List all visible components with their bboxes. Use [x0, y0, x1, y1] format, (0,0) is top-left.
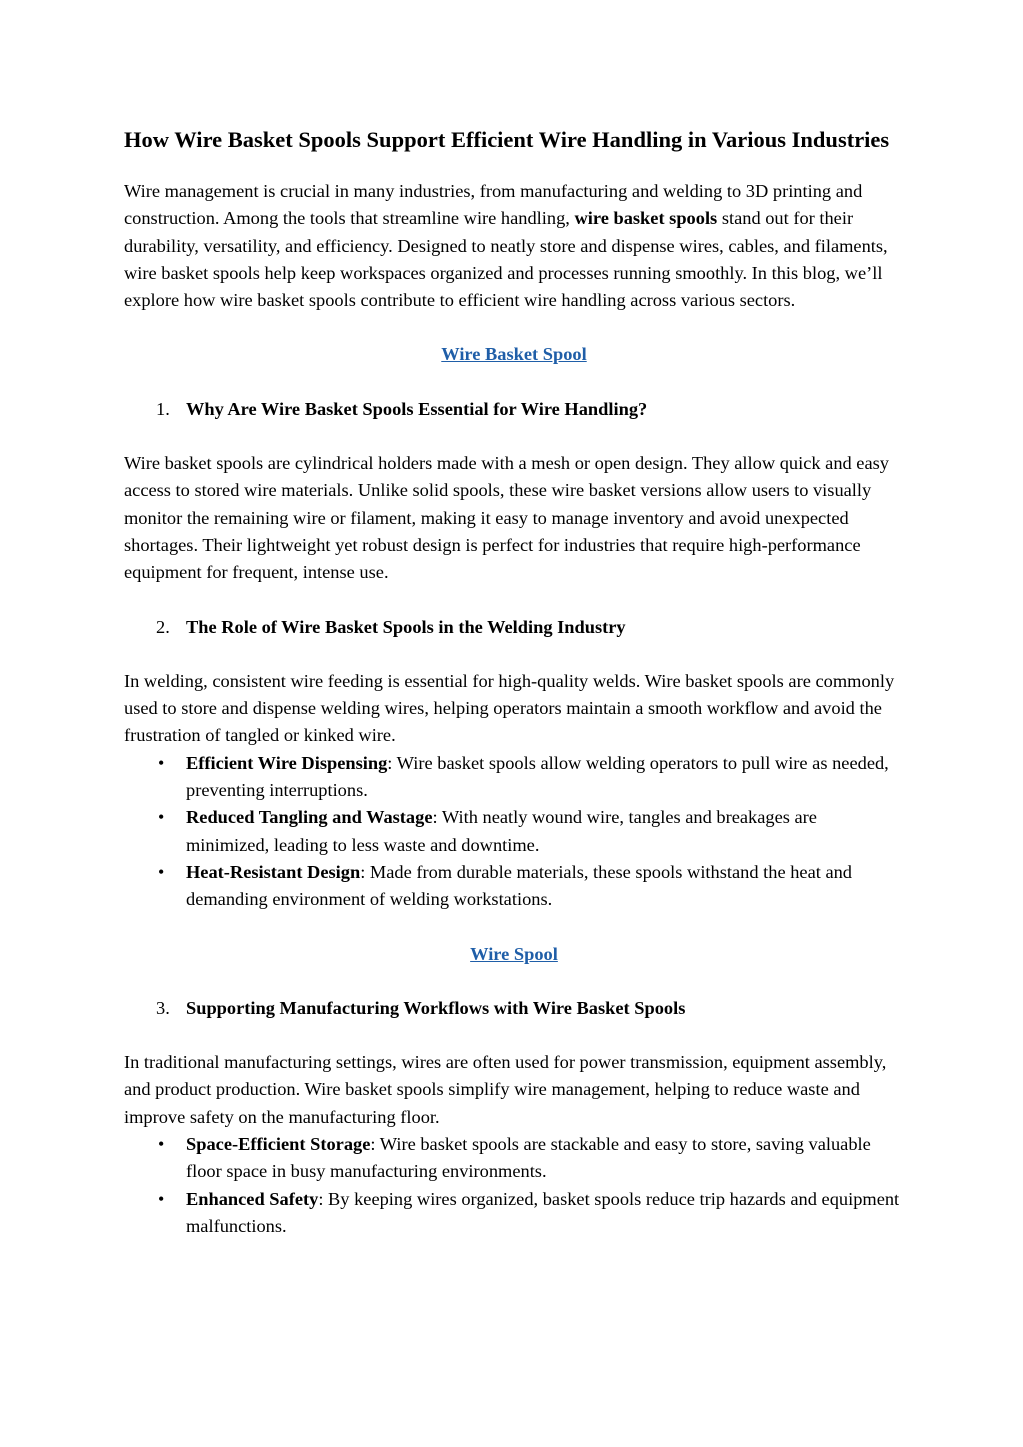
intro-text-start: Wire management is crucial in many industries, from manufacturing and welding to 3D printing and construction. Among the tools that streamline wire handling,: [124, 181, 863, 229]
bullet-text: : Made from durable materials, these spools withstand the heat and demanding environment of welding workstations.: [186, 861, 853, 910]
bullet-icon: •: [158, 1134, 165, 1155]
bullet-icon: •: [158, 752, 165, 773]
section-3-heading-text: Supporting Manufacturing Workflows with Wire Basket Spools: [186, 997, 686, 1018]
list-item: [124, 859, 904, 914]
list-item: [124, 1186, 904, 1241]
section-2-body: In welding, consistent wire feeding is essential for high-quality welds. Wire basket spools are commonly used to store and dispense welding wires, helping operators maintain a smooth workflow and avoid the frustration of tangled or kinked wire.: [124, 670, 895, 746]
bullet-bold: Reduced Tangling and Wastage: [186, 807, 433, 828]
bullet-icon: •: [158, 1188, 165, 1209]
section-2-number: 2.: [156, 616, 170, 637]
section-3-body: In traditional manufacturing settings, wires are often used for power transmission, equipment assembly, and product production. Wire basket spools simplify wire management, helping to reduce waste and improve safety on the manufacturing floor.: [124, 1052, 887, 1127]
list-item: [124, 1131, 904, 1186]
section-3-number-wrap: [124, 995, 186, 1022]
section-1-body: Wire basket spools are cylindrical holders made with a mesh or open design. They allow quick and easy access to stored wire materials. Unlike solid spools, these wire basket versions allow users to visually monitor the remaining wire or filament, making it easy to manage inventory and avoid unexpected shortages. Their lightweight yet robust design is perfect for industries that require high-performance equipment for frequent, intense use.: [124, 453, 889, 583]
section-3-number: 3.: [156, 997, 170, 1018]
section-1-heading-text: Why Are Wire Basket Spools Essential for Wire Handling?: [186, 398, 648, 419]
section-2-number-wrap: [124, 614, 186, 641]
document-page: [124, 124, 904, 1240]
list-item: [124, 750, 904, 805]
bullet-bold: Efficient Wire Dispensing: [186, 752, 388, 773]
section-1-number-wrap: [124, 396, 186, 423]
bullet-bold: Enhanced Safety: [186, 1188, 319, 1209]
section-1-heading: [124, 396, 904, 423]
bullet-text: : Wire basket spools allow welding operators to pull wire as needed, preventing interruptions.: [186, 752, 889, 801]
bullet-bold: Heat-Resistant Design: [186, 861, 361, 882]
bullet-text: : Wire basket spools are stackable and easy to store, saving valuable floor space in busy manufacturing environments.: [186, 1134, 871, 1182]
bullet-icon: •: [158, 861, 165, 882]
intro-bold-keyword: wire basket spools: [574, 208, 718, 229]
bullet-icon: •: [158, 807, 165, 828]
link-wire-basket-spool-wrap: [124, 341, 904, 368]
bullet-bold: Space-Efficient Storage: [186, 1134, 371, 1155]
document-title: How Wire Basket Spools Support Efficient Wire Handling in Various Industries: [124, 127, 890, 152]
section-2-heading-text: The Role of Wire Basket Spools in the Welding Industry: [186, 616, 626, 637]
section-2-heading: [124, 614, 904, 641]
section-2-bullet-list: [124, 750, 904, 914]
intro-text-end: stand out for their durability, versatility, and efficiency. Designed to neatly store and dispense wires, cables, and filaments, wire basket spools help keep workspaces organized and processes running smoothly. In this blog, we’ll explore how wire basket spools contribute to efficient wire handling across various sectors.: [124, 208, 888, 311]
section-3-bullet-list: [124, 1131, 904, 1240]
bullet-text: : By keeping wires organized, basket spools reduce trip hazards and equipment malfunctions.: [186, 1188, 900, 1236]
bullet-text: : With neatly wound wire, tangles and breakages are minimized, leading to less waste and downtime.: [186, 807, 817, 855]
intro-paragraph: [124, 178, 904, 314]
link-wire-spool-wrap: [124, 941, 904, 968]
section-3-heading: [124, 995, 904, 1022]
wire-spool-link[interactable]: Wire Spool: [470, 943, 558, 964]
wire-basket-spool-link[interactable]: Wire Basket Spool: [441, 344, 587, 365]
list-item: [124, 804, 904, 859]
section-1-number: 1.: [156, 398, 170, 419]
